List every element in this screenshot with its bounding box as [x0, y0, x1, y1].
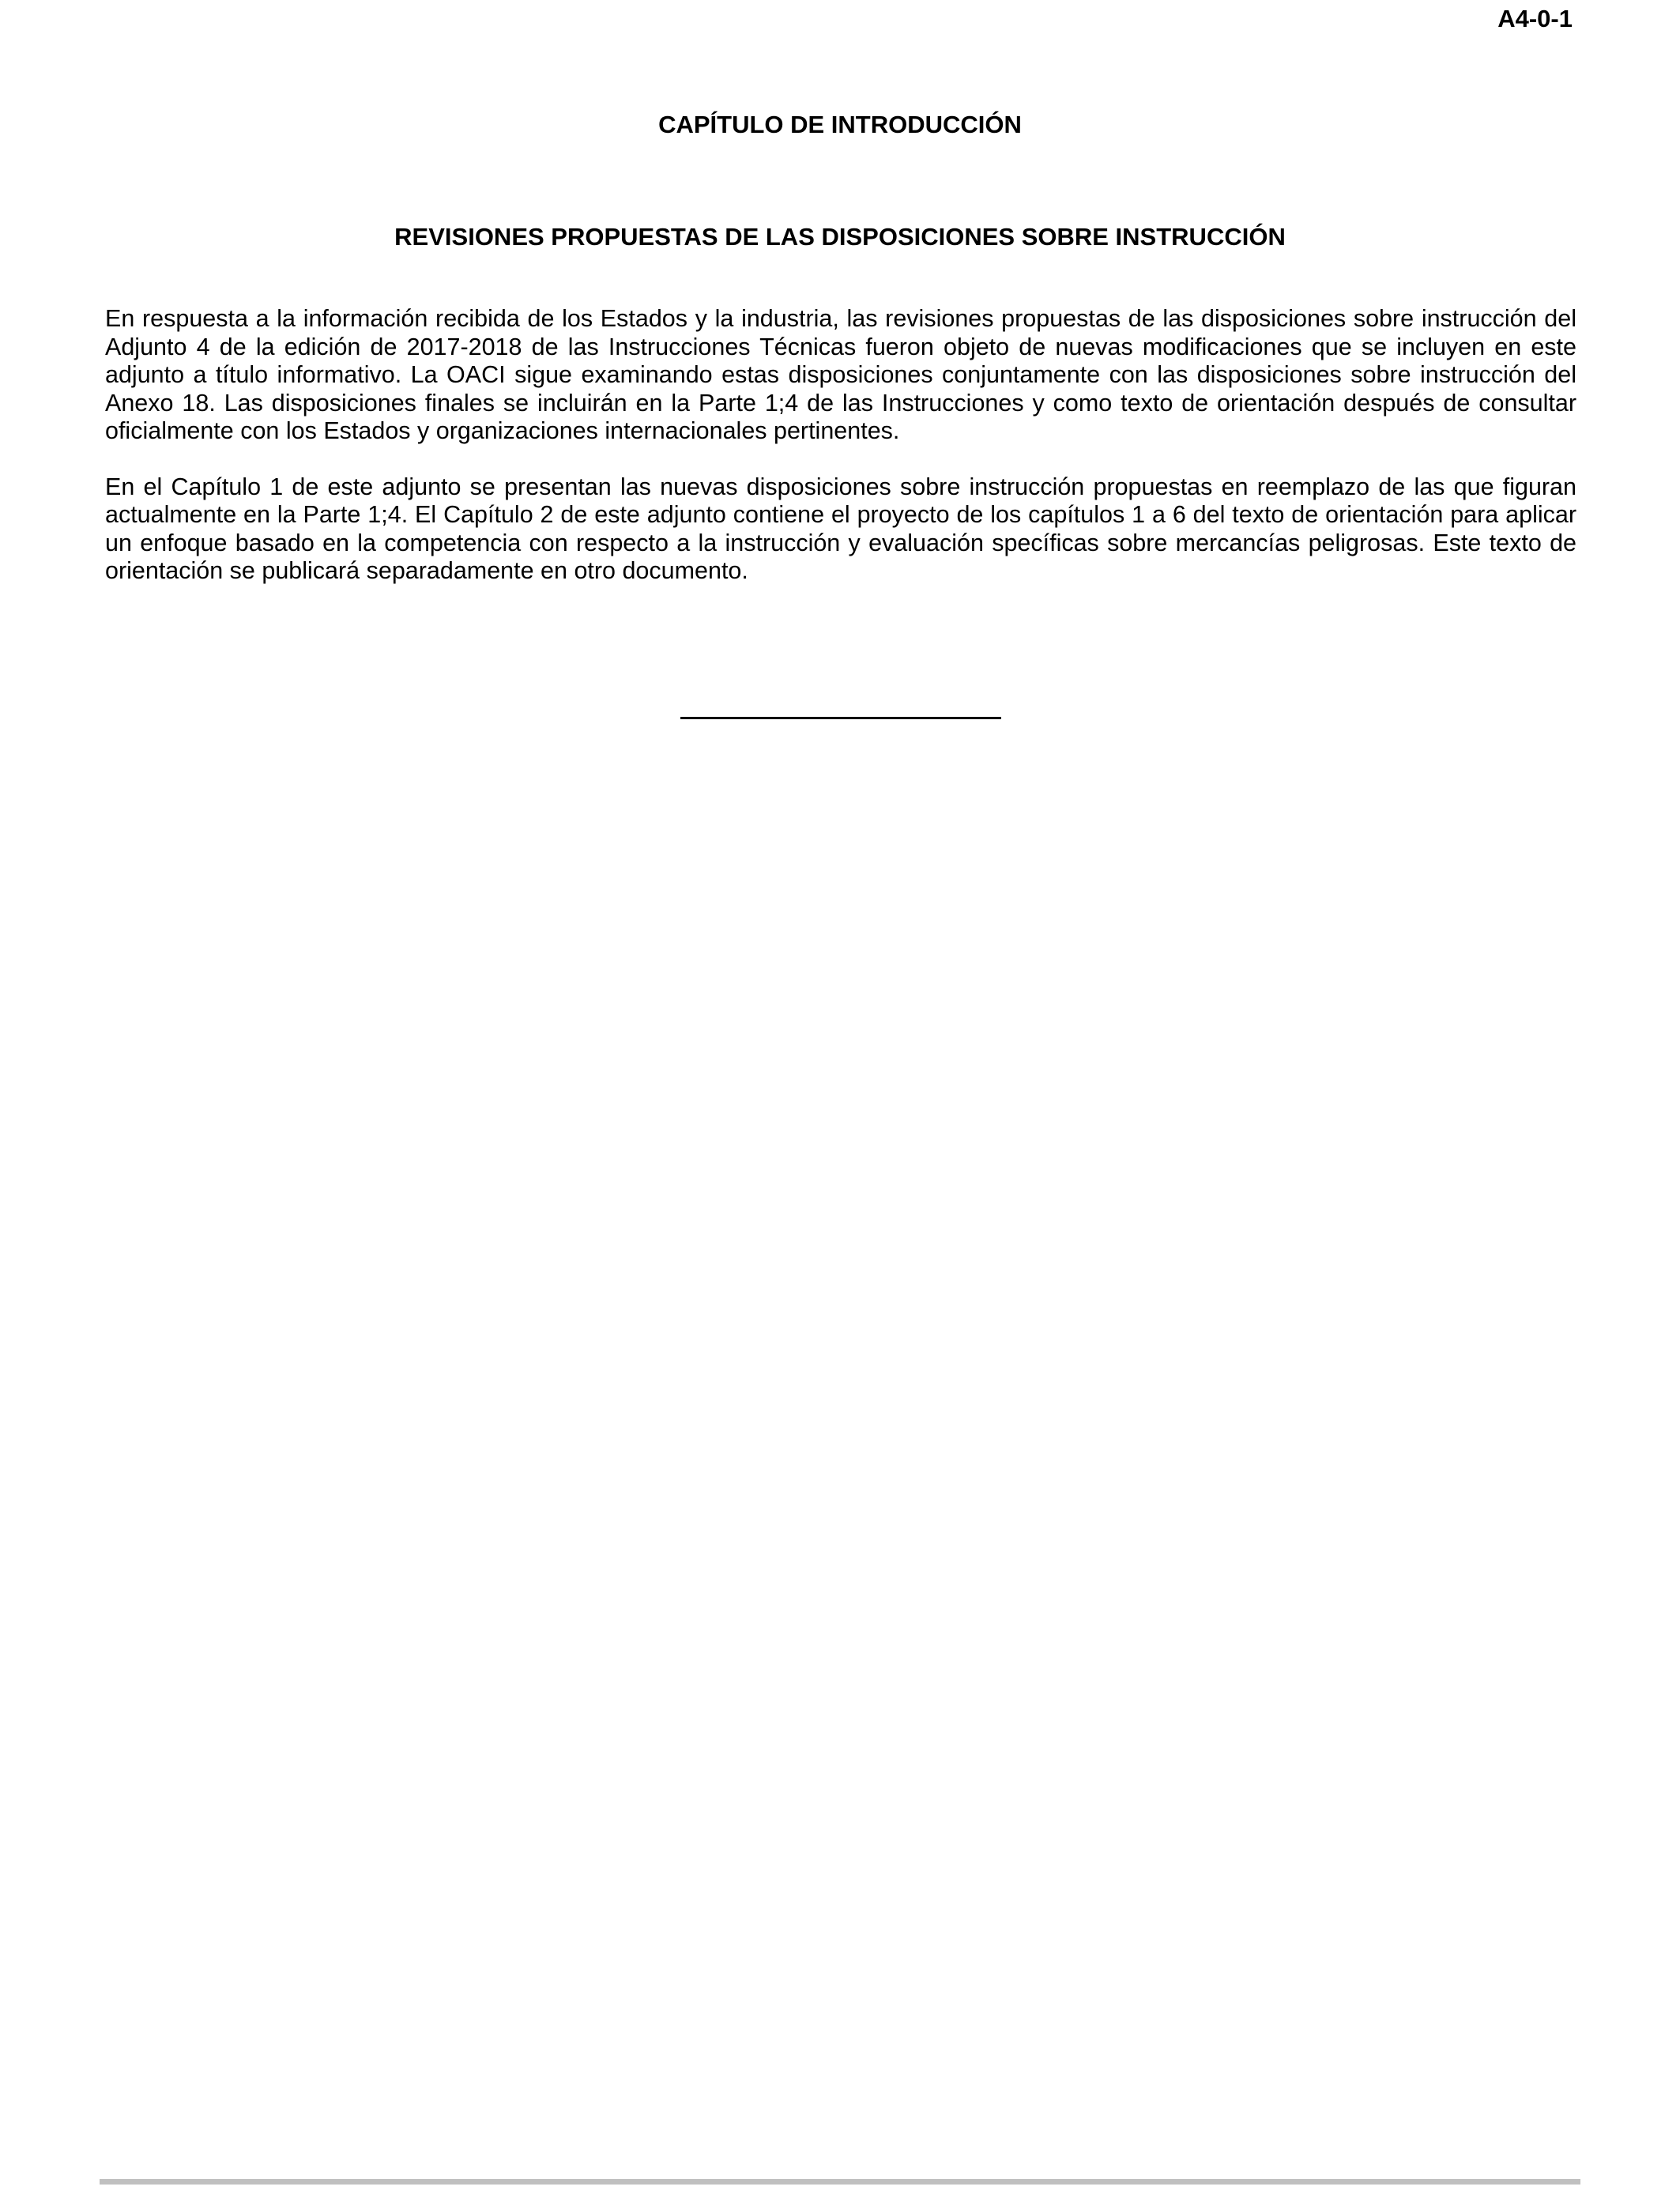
footer-rule	[100, 2179, 1580, 2185]
page-footer	[0, 2134, 1680, 2194]
paragraph-2: En el Capítulo 1 de este adjunto se presentan las nuevas disposiciones sobre instrucción propuestas en reemplazo de las que figuran actualmente en la Parte 1;4. El Capítulo 2 de este adjunto contiene el proyecto de los capítulos 1 a 6 del texto de orientación para aplicar un enfoque basado en la competencia con respecto a la instrucción y evaluación specíficas sobre mercancías peligrosas. Este texto de orientación se publicará separadamente en otro documento.	[105, 473, 1576, 584]
page-identifier: A4-0-1	[1497, 5, 1573, 32]
section-title: REVISIONES PROPUESTAS DE LAS DISPOSICIONES SOBRE INSTRUCCIÓN	[394, 223, 1286, 251]
body-text	[105, 305, 1576, 613]
paragraph-1: En respuesta a la información recibida de los Estados y la industria, las revisiones propuestas de las disposiciones sobre instrucción del Adjunto 4 de la edición de 2017-2018 de las Instrucciones Técnicas fueron objeto de nuevas modificaciones que se incluyen en este adjunto a título informativo. La OACI sigue examinando estas disposiciones conjuntamente con las disposiciones sobre instrucción del Anexo 18. Las disposiciones finales se incluirán en la Parte 1;4 de las Instrucciones y como texto de orientación después de consultar oficialmente con los Estados y organizaciones internacionales pertinentes.	[105, 305, 1576, 444]
chapter-title: CAPÍTULO DE INTRODUCCIÓN	[658, 111, 1022, 138]
end-of-text-rule	[680, 717, 1001, 719]
